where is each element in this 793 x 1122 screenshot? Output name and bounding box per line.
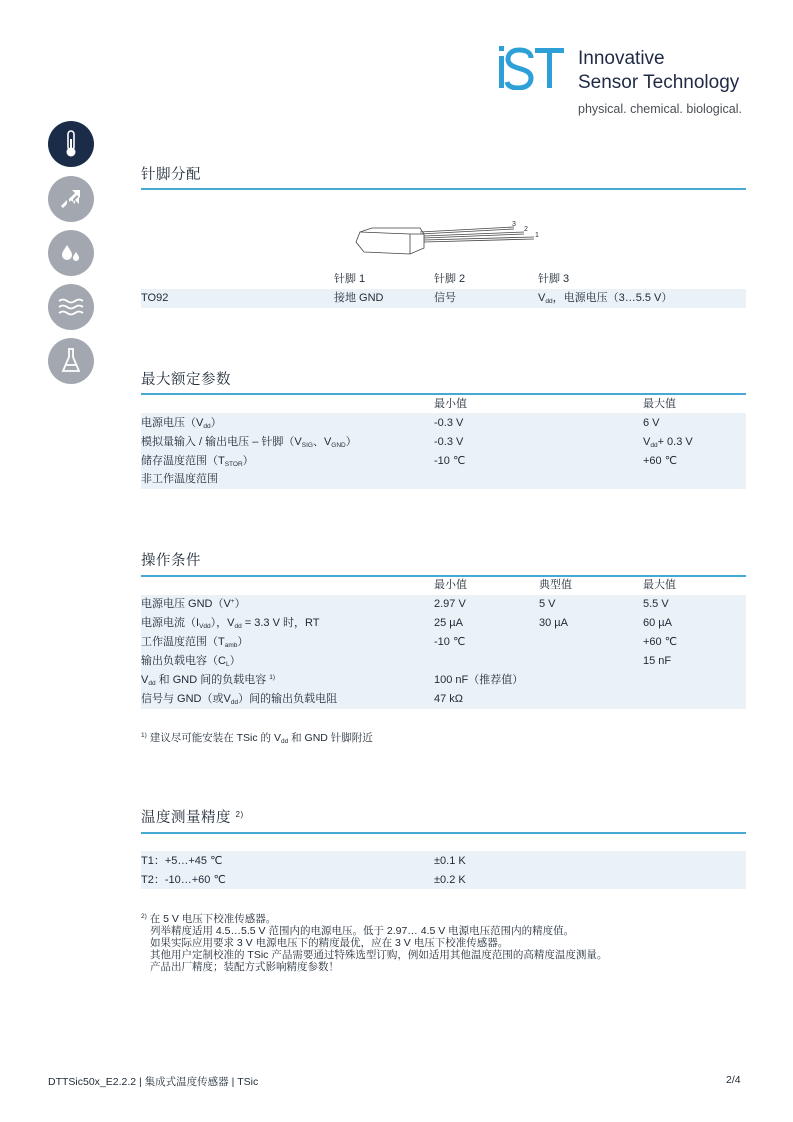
col-header-min: 最小值 <box>434 579 467 591</box>
ist-logo <box>497 46 565 90</box>
table-cell-typ: 30 µA <box>539 617 568 629</box>
table-row-label: T2：-10…+60 ℃ <box>141 874 226 886</box>
pin-header-1: 针脚 1 <box>334 273 366 285</box>
col-header-max: 最大值 <box>643 398 676 410</box>
table-row-label: 信号与 GND（或$V_{dd}$）间的输出负载电阻 <box>141 693 338 706</box>
col-header-typ: 典型值 <box>539 579 572 591</box>
table-row-label: 非工作温度范围 <box>141 473 218 485</box>
table-cell-min: 2.97 V <box>434 598 466 610</box>
section-title-operating: 操作条件 <box>141 553 201 569</box>
table-row-label: 电源电流$(I_{Vdd})$，$V_{dd} = 3.3$ V 时，RT <box>141 617 320 630</box>
table-row-label: T1：+5…+45 ℃ <box>141 855 223 867</box>
table-cell-typ: 5 V <box>539 598 556 610</box>
pin-label-3: 3 <box>512 221 516 228</box>
table-cell-min: -10 ℃ <box>434 455 466 467</box>
table-body-bg <box>141 595 746 709</box>
footnote-1: $^{1)}$ 建议尽可能安装在 TSic 的 $V_{dd}$ 和 GND 针脚附近 <box>141 732 373 745</box>
pin-package: TO92 <box>141 292 169 304</box>
table-row-label: 电源电压$(V_{dd})$ <box>141 417 222 430</box>
table-row-label: 工作温度范围$(T_{amb})$ <box>141 636 249 649</box>
table-cell-min: -0.3 V <box>434 417 464 429</box>
section-title-max-ratings: 最大额定参数 <box>141 372 231 388</box>
pin-label-2: 2 <box>524 226 528 233</box>
table-row-label: $V_{dd}$ 和 GND 间的负载电容 $^{1)}$ <box>141 674 276 687</box>
footer-doc-id: DTTSic50x_E2.2.2 | 集成式温度传感器 | TSic <box>48 1076 259 1088</box>
table-row-label: 储存温度范围$(T_{STOR})$ <box>141 455 254 468</box>
section-divider <box>141 832 746 834</box>
table-cell-min: 47 kΩ <box>434 693 464 705</box>
liquid-icon[interactable] <box>48 284 94 330</box>
flask-icon[interactable] <box>48 338 94 384</box>
table-row-label: 输出负载电容$(C_L)$ <box>141 655 241 668</box>
table-row-label: 电源电压 GND（V+） <box>141 598 246 610</box>
col-header-max: 最大值 <box>643 579 676 591</box>
section-title-accuracy: 温度测量精度 $^{2)}$ <box>141 810 244 826</box>
table-cell-value: ±0.2 K <box>434 874 466 886</box>
pin1-value: 接地 GND <box>334 292 384 304</box>
section-divider <box>141 188 746 190</box>
footnote-2: $^{2)}$ 在 5 V 电压下校准传感器。 列举精度适用 4.5…5.5 V 范围内的电源电压。低于 2.97… 4.5 V 电源电压范围内的精度值。 如果实际应用要求 3 V 电源电压下的精度最优，应在 3 V 电压下校准传感器。 其他用户定制校准的 TSic 产品需要通过特殊选型订购，例如适用其他温度范围的高精度温度测量。 产品出厂精度；装配方式影响精度参数！ <box>141 913 608 973</box>
pin-header-3: 针脚 3 <box>538 273 570 285</box>
humidity-icon[interactable] <box>48 230 94 276</box>
table-cell-max: 5.5 V <box>643 598 669 610</box>
table-cell-min: -0.3 V <box>434 436 464 448</box>
thermometer-icon[interactable] <box>48 121 94 167</box>
table-cell-max: 60 µA <box>643 617 672 629</box>
table-cell-min: -10 ℃ <box>434 636 466 648</box>
table-cell-min: 25 µA <box>434 617 463 629</box>
pin2-value: 信号 <box>434 292 456 304</box>
section-divider <box>141 393 746 395</box>
to92-package-drawing <box>352 220 552 262</box>
table-cell-max: $V_{dd}+ 0.3$ V <box>643 436 693 449</box>
section-title-pin: 针脚分配 <box>141 167 201 183</box>
page-number: 2/4 <box>726 1074 741 1086</box>
brand-tagline: physical. chemical. biological. <box>578 102 742 116</box>
brand-line1: Innovative <box>578 48 665 69</box>
pin3-value: $V_{dd}$，电源电压（3…5.5 V） <box>538 292 673 305</box>
flow-icon[interactable] <box>48 176 94 222</box>
table-cell-min: 100 nF（推荐值） <box>434 674 524 686</box>
table-cell-value: ±0.1 K <box>434 855 466 867</box>
table-cell-max: +60 ℃ <box>643 455 678 467</box>
table-cell-max: 6 V <box>643 417 660 429</box>
table-cell-max: 15 nF <box>643 655 672 667</box>
pin-header-2: 针脚 2 <box>434 273 466 285</box>
brand-line2: Sensor Technology <box>578 72 740 93</box>
section-divider <box>141 575 746 577</box>
table-cell-max: +60 ℃ <box>643 636 678 648</box>
col-header-min: 最小值 <box>434 398 467 410</box>
table-row-label: 模拟量输入 / 输出电压 – 针脚（$V_{SIG}$、$V_{GND}$） <box>141 436 357 449</box>
pin-label-1: 1 <box>535 232 539 239</box>
